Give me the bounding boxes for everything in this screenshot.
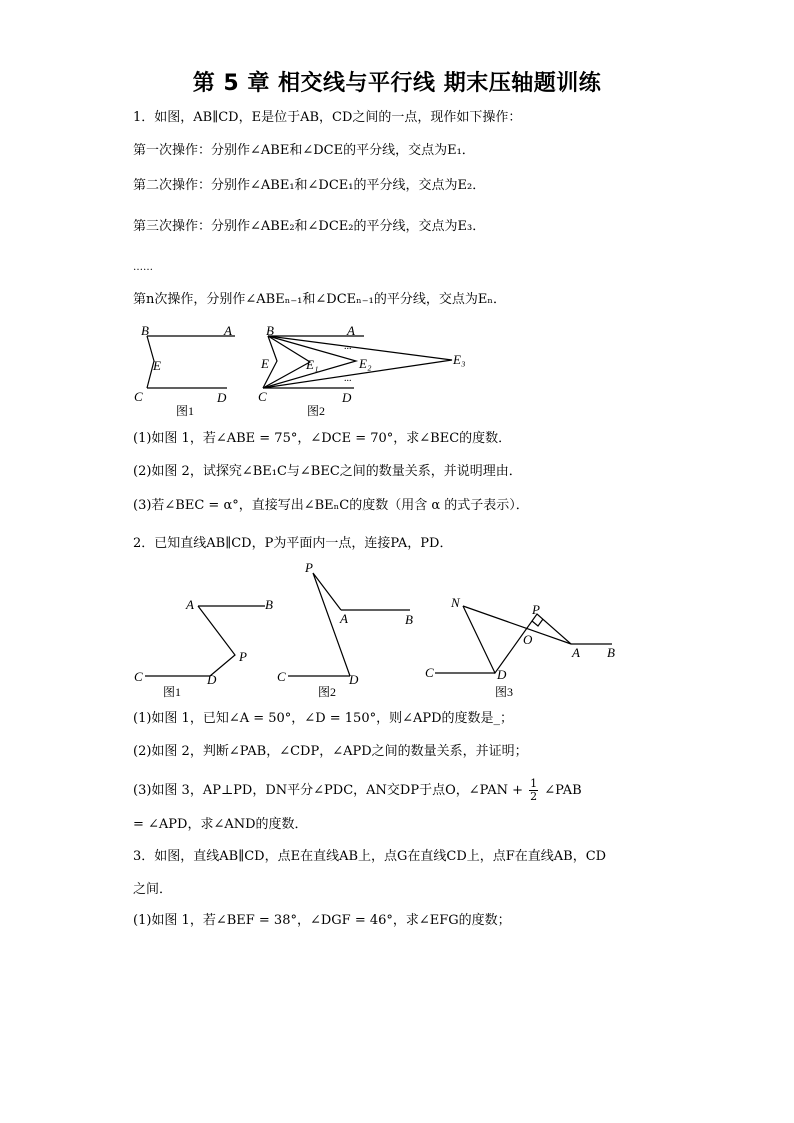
q1-fig1-label-a: A xyxy=(224,323,232,338)
q3-part1: (1)如图 1，若∠BEF = 38°，∠DGF = 46°，求∠EFG的度数； xyxy=(133,913,511,928)
q2-part3-cont: = ∠APD，求∠AND的度数． xyxy=(133,817,308,832)
q1-op3: 第三次操作：分别作∠ABE₂和∠DCE₂的平分线，交点为E₃． xyxy=(133,219,486,234)
q2-intro: 2．已知直线AB∥CD，P为平面内一点，连接PA，PD． xyxy=(133,536,453,551)
q1-part1: (1)如图 1，若∠ABE = 75°，∠DCE = 70°，求∠BEC的度数． xyxy=(133,431,512,446)
q2-fig3-right-angle xyxy=(532,619,543,626)
q2-part2: (2)如图 2，判断∠PAB，∠CDP，∠APD之间的数量关系，并证明； xyxy=(133,744,528,759)
q1-fig2-label-e3: E₃ xyxy=(453,352,466,367)
q2-fig2-label-d: D xyxy=(349,672,359,687)
q1-fig1-label-d: D xyxy=(217,390,227,405)
q2-fig3-label-d: D xyxy=(497,667,507,682)
q1-fig2-caption: 图2 xyxy=(307,404,326,418)
q1-figures xyxy=(125,318,485,426)
q2-fig2-label-p: P xyxy=(305,560,313,575)
q2-fig3-caption: 图3 xyxy=(495,685,514,699)
q1-fig1-label-e: E xyxy=(153,358,161,373)
q1-intro: 1．如图，AB∥CD，E是位于AB，CD之间的一点，现作如下操作： xyxy=(133,110,522,125)
q2-fig1-label-c: C xyxy=(134,669,143,684)
q2-part3-frac-num: 1 xyxy=(530,777,538,790)
q2-part3-frac-den: 2 xyxy=(530,790,538,803)
q2-fig2-label-c: C xyxy=(277,669,286,684)
q2-fig3-label-o: O xyxy=(523,632,533,647)
q2-fig3-label-n: N xyxy=(451,595,460,610)
q2-part3-text-b: ∠PAB xyxy=(544,783,582,798)
q2-fig3-label-p: P xyxy=(532,602,540,617)
q1-fig2-dots-bottom: ... xyxy=(344,373,352,384)
q1-fig1-label-c: C xyxy=(134,389,143,404)
q2-fig1-label-b: B xyxy=(265,597,273,612)
q1-fig2-label-e2: E₂ xyxy=(359,356,372,371)
q2-fig2-label-a: A xyxy=(340,611,348,626)
q3-intro: 3．如图，直线AB∥CD，点E在直线AB上，点G在直线CD上，点F在直线AB，CD xyxy=(133,849,607,864)
q2-part3-fraction xyxy=(529,778,538,803)
q2-fig1-label-d: D xyxy=(207,672,217,687)
q2-fig3-label-b: B xyxy=(607,645,615,660)
q2-fig3-pd-pa xyxy=(463,606,571,673)
q2-figures xyxy=(125,556,625,701)
q2-fig3-label-c: C xyxy=(425,665,434,680)
q2-fig1-apd xyxy=(198,606,235,676)
q1-fig1-label-b: B xyxy=(141,323,149,338)
q3-intro-cont: 之间． xyxy=(133,882,173,897)
q1-part3: (3)若∠BEC = α°，直接写出∠BEₙC的度数（用含 α 的式子表示）． xyxy=(133,498,529,513)
q2-fig3-line-an xyxy=(463,606,571,644)
q2-fig1-caption: 图1 xyxy=(163,685,182,699)
q1-fig2-label-d: D xyxy=(342,390,352,405)
q1-op2: 第二次操作：分别作∠ABE₁和∠DCE₁的平分线，交点为E₂． xyxy=(133,178,486,193)
q2-part1: (1)如图 1，已知∠A = 50°，∠D = 150°，则∠APD的度数是_； xyxy=(133,711,514,726)
page-title: 第 5 章 相交线与平行线 期末压轴题训练 xyxy=(192,71,602,96)
q1-opn: 第n次操作，分别作∠ABEₙ₋₁和∠DCEₙ₋₁的平分线，交点为Eₙ． xyxy=(133,292,506,307)
q1-part2: (2)如图 2，试探究∠BE₁C与∠BEC之间的数量关系，并说明理由． xyxy=(133,464,522,479)
q1-fig2-e1 xyxy=(263,336,310,388)
q2-part3-text-a: (3)如图 3，AP⊥PD，DN平分∠PDC，AN交DP于点O，∠PAN + xyxy=(133,783,523,798)
q1-op1: 第一次操作：分别作∠ABE和∠DCE的平分线，交点为E₁． xyxy=(133,143,475,158)
q2-fig1-label-a: A xyxy=(186,597,194,612)
q1-fig1-caption: 图1 xyxy=(176,404,195,418)
q2-fig3-label-a: A xyxy=(572,645,580,660)
q1-fig2-label-e: E xyxy=(261,356,269,371)
q1-fig2-label-a: A xyxy=(347,323,355,338)
q1-dots: …… xyxy=(133,262,153,273)
q2-part3 xyxy=(133,778,582,803)
q2-fig2-caption: 图2 xyxy=(318,685,337,699)
q1-fig2-label-b: B xyxy=(266,323,274,338)
q1-fig2-label-e1: E₁ xyxy=(306,357,319,372)
q1-fig2-label-c: C xyxy=(258,389,267,404)
q2-fig1-label-p: P xyxy=(239,649,247,664)
q1-fig2-dots-top: ... xyxy=(344,341,352,352)
q2-fig2-label-b: B xyxy=(405,612,413,627)
